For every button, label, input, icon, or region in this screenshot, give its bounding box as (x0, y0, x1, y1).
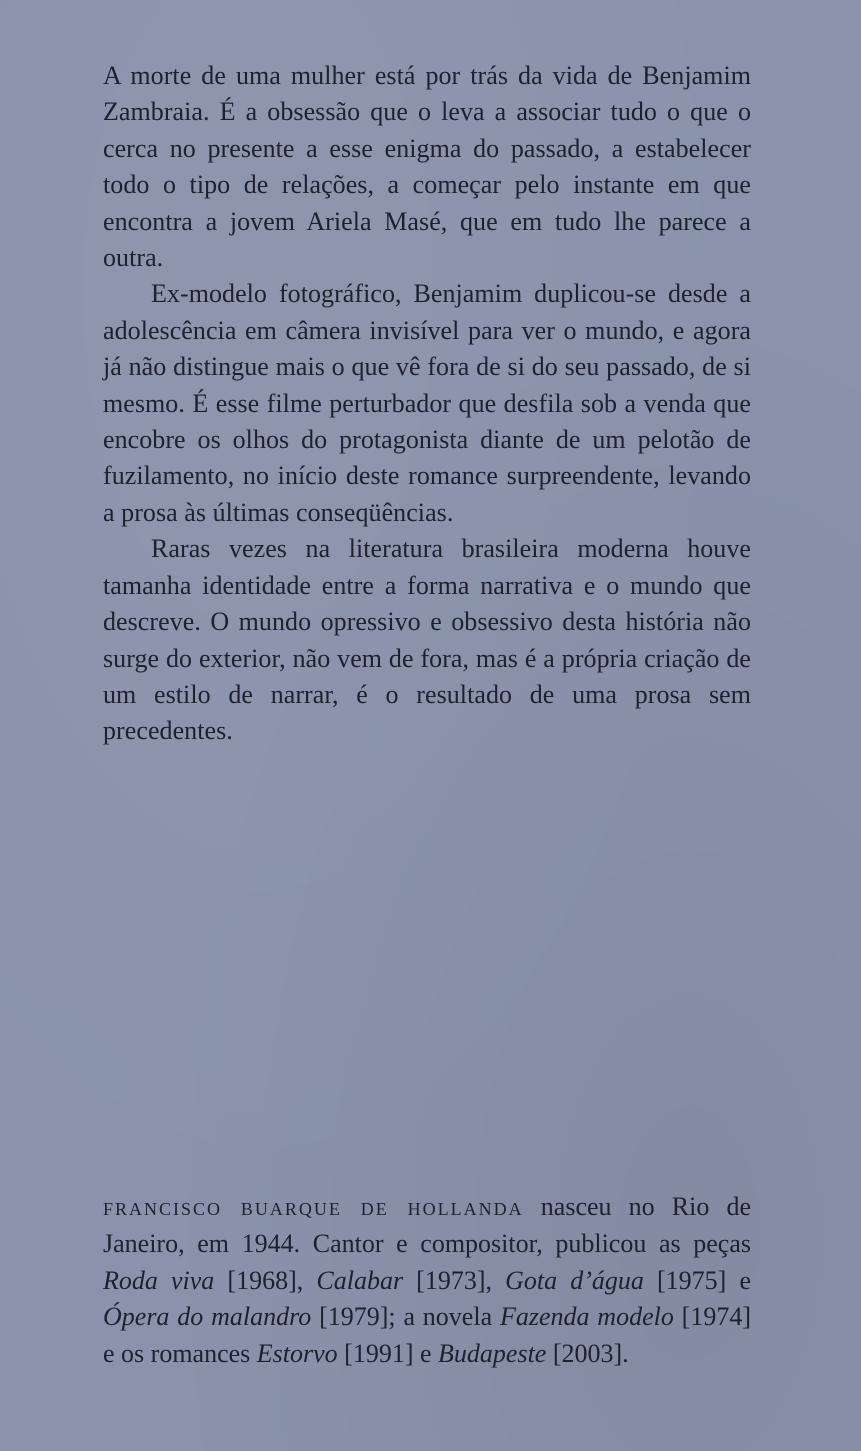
work-title: Estorvo (256, 1338, 338, 1368)
work-title: Fazenda modelo (499, 1302, 674, 1332)
work-title: Ópera do malandro (103, 1302, 312, 1332)
bio-text: [1974] e os romances (103, 1302, 751, 1368)
bio-text: [1979]; a novela (311, 1302, 500, 1332)
synopsis-paragraph-1: A morte de uma mulher está por trás da vida de Benjamim Zambraia. É a obsessão que o leva a associar tudo o que o cerca no presente a esse enigma do passado, a estabelecer todo o tipo de relações, a começar pelo instante em que encontra a jovem Ariela Masé, que em tudo lhe parece a outra. (103, 61, 751, 273)
bio-text: [2003]. (546, 1338, 629, 1368)
work-title: Roda viva (103, 1265, 215, 1295)
bio-text: [1973], (403, 1265, 506, 1295)
bio-text: [1968], (214, 1265, 317, 1295)
synopsis-text (103, 58, 751, 750)
bio-text: [1991] e (337, 1338, 439, 1368)
work-title: Gota d’água (505, 1265, 644, 1295)
synopsis-paragraph-2: Ex-modelo fotográfico, Benjamim duplicou-se desde a adolescência em câmera invisível para ver o mundo, e agora já não distingue mais o que vê fora de si do seu passado, de si mesmo. É esse filme perturbador que desfila sob a venda que encobre os olhos do protagonista diante de um pelotão de fuzilamento, no início deste romance surpreendente, levando a prosa às últimas conseqüências. (103, 279, 751, 527)
synopsis-paragraph-3: Raras vezes na literatura brasileira moderna houve tamanha identidade entre a forma narrativa e o mundo que descreve. O mundo opressivo e obsessivo desta história não surge do exterior, não vem de fora, mas é a própria criação de um estilo de narrar, é o resultado de uma prosa sem precedentes. (103, 534, 751, 746)
bio-text: nasceu no Rio de Janeiro, em 1944. Cantor e compositor, publicou as peças (103, 1192, 752, 1259)
author-name: francisco buarque de hollanda (103, 1194, 524, 1221)
work-title: Calabar (316, 1265, 404, 1295)
work-title: Budapeste (438, 1338, 547, 1368)
author-bio (103, 1189, 751, 1372)
bio-text: [1975] e (643, 1265, 751, 1295)
